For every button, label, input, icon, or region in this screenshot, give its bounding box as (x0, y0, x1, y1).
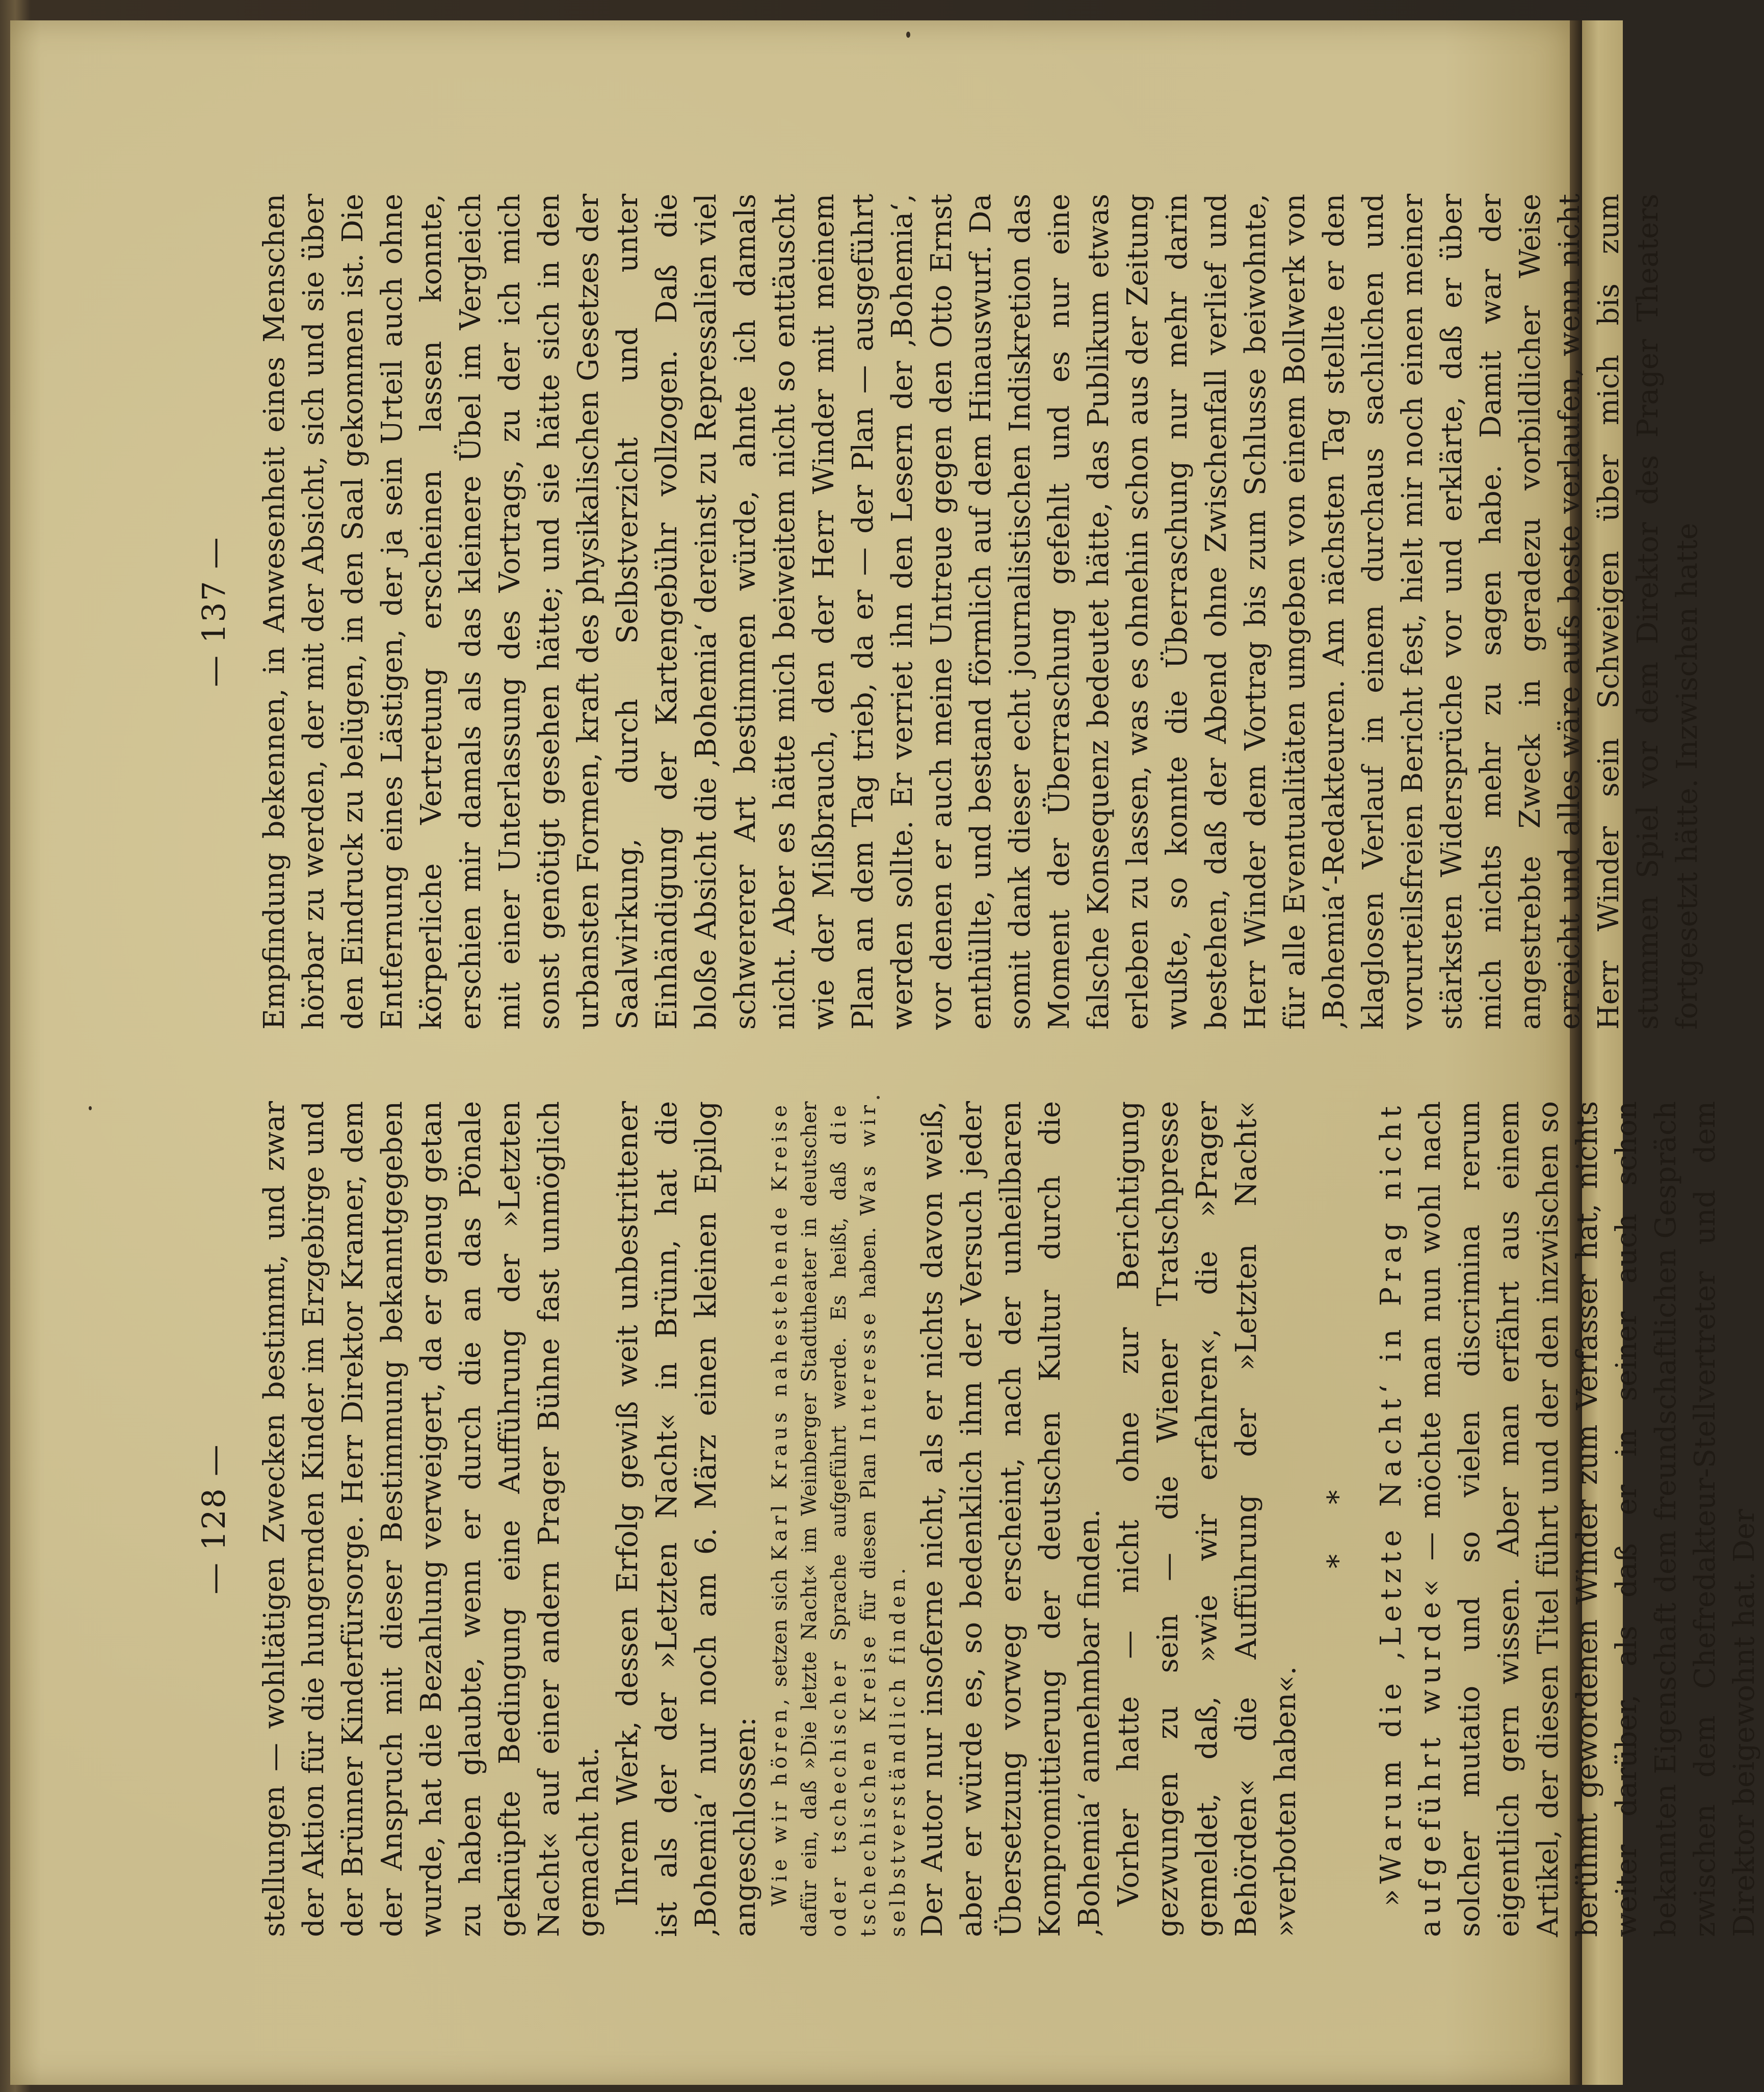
quote-text: haben. (857, 1216, 880, 1310)
quote-text: dafür ein, daß »Die letzte Nacht« im Weinberger Stadttheater in deutscher (798, 1101, 821, 1937)
page-number: — 137 — (195, 536, 232, 687)
spaced-text: die tschechischen Kreise (827, 1101, 880, 1937)
quoted-newspaper-excerpt (765, 1101, 913, 1937)
spaced-text: oder tschechischer (827, 1657, 851, 1937)
section-divider-asterisks: * * (1322, 1470, 1355, 1568)
quote-text: Sprache aufgeführt werde. Es heißt, daß (827, 1145, 851, 1658)
paragraph (1372, 1101, 1764, 1937)
page-137 (183, 194, 1704, 1030)
quote-text: setzen sich (768, 1561, 792, 1695)
paragraph: Vorher hatte — nicht ohne zur Berichtigung gezwungen zu sein — die Wiener Tratschpresse gemeldet, daß, »wie wir erfahren«, die »Prager Behörden« die Aufführung der »Letzten Nacht« »verboten haben«. (1112, 1101, 1302, 1937)
spaced-text: Interesse (857, 1309, 880, 1442)
spaced-text: Wie wir hören, (768, 1694, 792, 1906)
text-column (255, 194, 1707, 1030)
spaced-text: Was wir selbstverständlich finden. (857, 1101, 910, 1937)
paragraph: stellungen — wohltätigen Zwecken bestimmt, und zwar der Aktion für die hungernden Kinder im Erzgebirge und der Brünner Kinderfürsorge. Herr Direktor Kramer, dem der Anspruch mit dieser Bestimmung bekanntgegeben wurde, hat die Bezahlung verweigert, da er genug getan zu haben glaubte, wenn er durch die an das Pönale geknüpfte Bedingung eine Aufführung der »Letzten Nacht« auf einer andern Prager Bühne fast unmöglich gemacht hat. (258, 1101, 605, 1937)
page-128 (183, 1101, 1761, 1937)
paragraph: Der Autor nur insoferne nicht, als er nichts davon weiß, aber er würde es, so bedenklich ihm der Versuch jeder Übersetzung vorweg erscheint, nach der unheilbaren Kompromittierung der deutschen Kultur durch die ‚Bohemia‘ annehmbar finden. (916, 1101, 1106, 1937)
rotated-book-spread (183, 194, 1761, 1937)
paragraph: Empfindung bekennen, in Anwesenheit eines Menschen hörbar zu werden, der mit der Absicht, sich und sie über den Eindruck zu belügen, in den Saal gekommen ist. Die Entfernung eines Lästigen, der ja sein Urteil auch ohne körperliche Vertretung erscheinen lassen konnte, erschien mir damals als das kleinere Übel im Vergleich mit einer Unterlassung des Vortrags, zu der ich mich sonst genötigt gesehen hätte; und sie hätte sich in den urbansten Formen, kraft des physikalischen Gesetzes der Saalwirkung, durch Selbstverzicht und unter Einhändigung der Kartengebühr vollzogen. Daß die bloße Absicht die ‚Bohemia‘ dereinst zu Repressalien viel schwererer Art bestimmen würde, ahnte ich damals nicht. Aber es hätte mich beiweitem nicht so enttäuscht wie der Mißbrauch, den der Herr Winder mit meinem Plan an dem Tag trieb, da er — der Plan — ausgeführt werden sollte. Er verriet ihn den Lesern der ‚Bohemia‘, vor denen er auch meine Untreue gegen den Otto Ernst enthüllte, und bestand förmlich auf dem Hinauswurf. Da somit dank dieser echt journalistischen Indiskretion das Moment der Überraschung gefehlt und es nur eine falsche Konsequenz bedeutet hätte, das Publikum etwas erleben zu lassen, was es ohnehin schon aus der Zeitung wußte, so konnte die Überraschung nur mehr darin bestehen, daß der Abend ohne Zwischenfall verlief und Herr Winder dem Vortrag bis zum Schlusse beiwohnte, für alle Eventualitäten umgeben von einem Bollwerk von ‚Bohemia‘-Redakteuren. Am nächsten Tag stellte er den klaglosen Verlauf in einem durchaus sachlichen und vorurteilsfreien Bericht fest, hielt mir noch einen meiner stärksten Widersprüche vor und erklärte, daß er über mich nichts mehr zu sagen habe. Damit war der angestrebte Zweck in geradezu vorbildlicher Weise erreicht und alles wäre aufs beste verlaufen, wenn nicht Herr Winder sein Schweigen über mich bis zum stummen Spiel vor dem Direktor des Prager Theaters fortgesetzt hätte. Inzwischen hatte (258, 194, 1704, 1030)
paragraph: Ihrem Werk, dessen Erfolg gewiß weit unbestrittener ist als der der »Letzten Nacht« in Brünn, hat die ‚Bohemia‘ nur noch am 6. März einen kleinen Epilog angeschlossen: (611, 1101, 762, 1937)
paragraph-text: — möchte man nun wohl nach solcher mutatio und so vielen discrimina rerum eigentlich gern wissen. Aber man erfährt aus einem Artikel, der diesen Titel führt und der den inzwischen so berühmt gewordenen Winder zum Verfasser hat, nichts weiter darüber, als daß er in seiner auch schon bekannten Eigenschaft dem freundschaftlichen Gespräch zwischen dem Chefredakteur-Stellvertreter und dem Direktor beigewohnt hat. Der (1414, 1101, 1761, 1937)
spaced-text: Karl Kraus nahestehende Kreise (768, 1101, 792, 1561)
text-column (255, 1101, 1764, 1937)
page-number: — 128 — (195, 1444, 232, 1594)
scan-speck (89, 1106, 92, 1110)
quote-text: für diesen Plan (857, 1442, 880, 1632)
scan-speck (906, 32, 910, 38)
spaced-text: »Warum die ‚Letzte Nacht‘ in Prag nicht aufgeführt wurde« (1375, 1101, 1447, 1937)
